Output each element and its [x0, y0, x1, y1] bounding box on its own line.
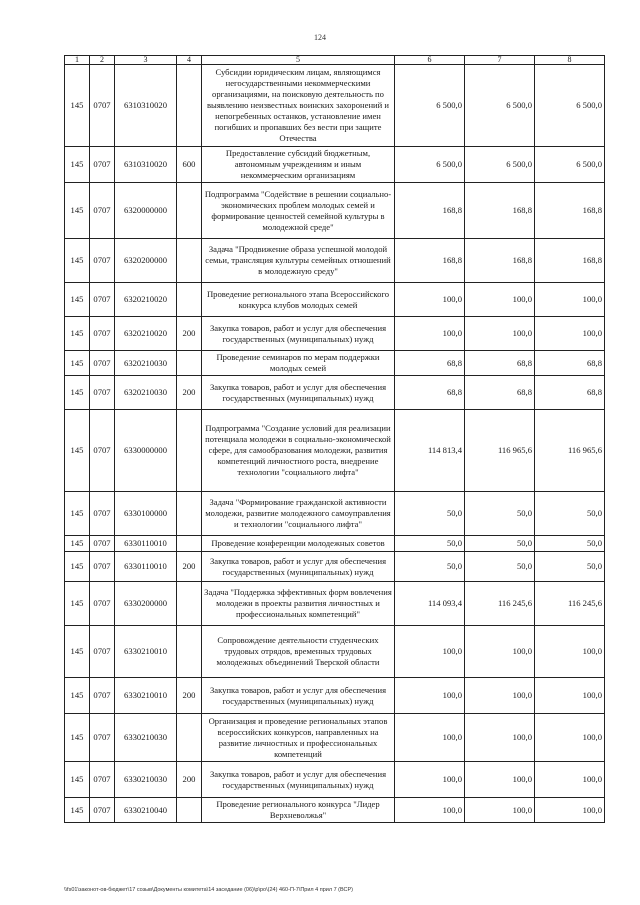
section-code-cell: 0707 [90, 147, 115, 183]
admin-code-cell: 145 [65, 798, 90, 823]
amount-year3-cell: 100,0 [535, 626, 605, 678]
expense-type-cell [177, 626, 202, 678]
amount-year2-cell: 100,0 [465, 283, 535, 317]
expense-type-cell: 200 [177, 762, 202, 798]
amount-year1-cell: 50,0 [395, 492, 465, 536]
table-row [65, 239, 605, 283]
amount-year3-cell: 50,0 [535, 492, 605, 536]
amount-year3-cell: 100,0 [535, 762, 605, 798]
header-cell-2: 2 [90, 56, 115, 65]
description-cell: Задача "Формирование гражданской активности молодежи, развитие молодежного самоуправления и технологии "социального лифта" [202, 492, 395, 536]
amount-year3-cell: 116 245,6 [535, 582, 605, 626]
admin-code-cell: 145 [65, 492, 90, 536]
amount-year3-cell: 100,0 [535, 283, 605, 317]
amount-year2-cell: 100,0 [465, 798, 535, 823]
section-code-cell: 0707 [90, 183, 115, 239]
description-cell: Задача "Продвижение образа успешной молодой семьи, трансляция культуры семейных отношений в молодежную среду" [202, 239, 395, 283]
amount-year1-cell: 100,0 [395, 626, 465, 678]
admin-code-cell: 145 [65, 376, 90, 410]
section-code-cell: 0707 [90, 283, 115, 317]
section-code-cell: 0707 [90, 678, 115, 714]
target-article-cell: 6310310020 [115, 65, 177, 147]
amount-year1-cell: 100,0 [395, 317, 465, 351]
table-row [65, 147, 605, 183]
amount-year2-cell: 168,8 [465, 239, 535, 283]
description-cell: Проведение регионального этапа Всероссийского конкурса клубов молодых семей [202, 283, 395, 317]
expense-type-cell [177, 283, 202, 317]
section-code-cell: 0707 [90, 552, 115, 582]
admin-code-cell: 145 [65, 582, 90, 626]
amount-year2-cell: 68,8 [465, 376, 535, 410]
amount-year2-cell: 168,8 [465, 183, 535, 239]
amount-year1-cell: 100,0 [395, 678, 465, 714]
target-article-cell: 6330110010 [115, 552, 177, 582]
section-code-cell: 0707 [90, 492, 115, 536]
amount-year1-cell: 100,0 [395, 283, 465, 317]
amount-year1-cell: 114 093,4 [395, 582, 465, 626]
expense-type-cell [177, 351, 202, 376]
description-cell: Задача "Поддержка эффективных форм вовлечения молодежи в проекты развития личностных и профессиональных компетенций" [202, 582, 395, 626]
amount-year2-cell: 100,0 [465, 762, 535, 798]
admin-code-cell: 145 [65, 183, 90, 239]
amount-year1-cell: 100,0 [395, 798, 465, 823]
section-code-cell: 0707 [90, 798, 115, 823]
amount-year2-cell: 50,0 [465, 536, 535, 552]
description-cell: Сопровождение деятельности студенческих трудовых отрядов, временных трудовых молодежных объединений Тверской области [202, 626, 395, 678]
expense-type-cell [177, 536, 202, 552]
section-code-cell: 0707 [90, 351, 115, 376]
header-cell-7: 7 [465, 56, 535, 65]
section-code-cell: 0707 [90, 626, 115, 678]
amount-year3-cell: 50,0 [535, 536, 605, 552]
amount-year3-cell: 168,8 [535, 183, 605, 239]
amount-year3-cell: 100,0 [535, 317, 605, 351]
table-row [65, 410, 605, 492]
section-code-cell: 0707 [90, 714, 115, 762]
table-row [65, 492, 605, 536]
admin-code-cell: 145 [65, 626, 90, 678]
table-row [65, 183, 605, 239]
expense-type-cell [177, 582, 202, 626]
table-row [65, 376, 605, 410]
description-cell: Субсидии юридическим лицам, являющимся негосударственными некоммерческими организациями, на поисковую деятельность по выявлению неизвестных воинских захоронений и непогребенных останков, установление имен погибших и пропавших без вести при защите Отечества [202, 65, 395, 147]
section-code-cell: 0707 [90, 582, 115, 626]
header-cell-6: 6 [395, 56, 465, 65]
page-number: 124 [314, 33, 326, 42]
expense-type-cell: 200 [177, 678, 202, 714]
amount-year1-cell: 168,8 [395, 239, 465, 283]
amount-year2-cell: 50,0 [465, 552, 535, 582]
section-code-cell: 0707 [90, 239, 115, 283]
expense-type-cell: 600 [177, 147, 202, 183]
amount-year2-cell: 68,8 [465, 351, 535, 376]
table-row [65, 552, 605, 582]
amount-year2-cell: 6 500,0 [465, 147, 535, 183]
expense-type-cell [177, 798, 202, 823]
table-row [65, 798, 605, 823]
target-article-cell: 6330200000 [115, 582, 177, 626]
description-cell: Подпрограмма "Создание условий для реализации потенциала молодежи в социально-экономической сфере, для самообразования молодежи, развития компетенций личностного роста, внедрение технологии "социального лифта" [202, 410, 395, 492]
table-row [65, 65, 605, 147]
amount-year3-cell: 6 500,0 [535, 147, 605, 183]
expense-type-cell [177, 239, 202, 283]
amount-year3-cell: 116 965,6 [535, 410, 605, 492]
table-row [65, 317, 605, 351]
admin-code-cell: 145 [65, 678, 90, 714]
section-code-cell: 0707 [90, 762, 115, 798]
section-code-cell: 0707 [90, 376, 115, 410]
amount-year3-cell: 6 500,0 [535, 65, 605, 147]
amount-year3-cell: 100,0 [535, 798, 605, 823]
target-article-cell: 6330210030 [115, 762, 177, 798]
amount-year3-cell: 100,0 [535, 714, 605, 762]
description-cell: Закупка товаров, работ и услуг для обеспечения государственных (муниципальных) нужд [202, 678, 395, 714]
header-cell-1: 1 [65, 56, 90, 65]
amount-year2-cell: 116 245,6 [465, 582, 535, 626]
amount-year3-cell: 100,0 [535, 678, 605, 714]
amount-year1-cell: 168,8 [395, 183, 465, 239]
amount-year2-cell: 100,0 [465, 626, 535, 678]
section-code-cell: 0707 [90, 410, 115, 492]
admin-code-cell: 145 [65, 239, 90, 283]
target-article-cell: 6330210030 [115, 714, 177, 762]
target-article-cell: 6320210030 [115, 351, 177, 376]
amount-year1-cell: 100,0 [395, 762, 465, 798]
target-article-cell: 6330110010 [115, 536, 177, 552]
admin-code-cell: 145 [65, 351, 90, 376]
table-row [65, 714, 605, 762]
target-article-cell: 6310310020 [115, 147, 177, 183]
table-row [65, 626, 605, 678]
admin-code-cell: 145 [65, 65, 90, 147]
expense-type-cell [177, 410, 202, 492]
admin-code-cell: 145 [65, 552, 90, 582]
target-article-cell: 6330000000 [115, 410, 177, 492]
target-article-cell: 6320210030 [115, 376, 177, 410]
description-cell: Закупка товаров, работ и услуг для обеспечения государственных (муниципальных) нужд [202, 762, 395, 798]
description-cell: Проведение регионального конкурса "Лидер Верхневолжья" [202, 798, 395, 823]
target-article-cell: 6320210020 [115, 283, 177, 317]
expense-type-cell [177, 183, 202, 239]
target-article-cell: 6330210010 [115, 678, 177, 714]
amount-year2-cell: 116 965,6 [465, 410, 535, 492]
amount-year3-cell: 50,0 [535, 552, 605, 582]
table-row [65, 678, 605, 714]
header-row [65, 56, 605, 65]
amount-year3-cell: 168,8 [535, 239, 605, 283]
amount-year1-cell: 50,0 [395, 536, 465, 552]
amount-year1-cell: 6 500,0 [395, 65, 465, 147]
admin-code-cell: 145 [65, 536, 90, 552]
table-row [65, 536, 605, 552]
amount-year1-cell: 50,0 [395, 552, 465, 582]
admin-code-cell: 145 [65, 317, 90, 351]
admin-code-cell: 145 [65, 762, 90, 798]
expense-type-cell [177, 714, 202, 762]
description-cell: Подпрограмма "Содействие в решении социально-экономических проблем молодых семей и формирование ценностей семейной культуры в молодежной среде" [202, 183, 395, 239]
file-path-footer: \\fs01\законот-ов-бюджет\17 созыв\Документы комитета\14 заседание (06)\р\ро\(24) 460-П-7\Прил 4 прил 7 (ВСР) [64, 887, 353, 893]
expense-type-cell: 200 [177, 552, 202, 582]
description-cell: Организация и проведение региональных этапов всероссийских конкурсов, направленных на развитие личностных и профессиональных компетенций [202, 714, 395, 762]
header-cell-3: 3 [115, 56, 177, 65]
expense-type-cell [177, 65, 202, 147]
description-cell: Закупка товаров, работ и услуг для обеспечения государственных (муниципальных) нужд [202, 317, 395, 351]
admin-code-cell: 145 [65, 410, 90, 492]
section-code-cell: 0707 [90, 65, 115, 147]
header-cell-5: 5 [202, 56, 395, 65]
expense-type-cell: 200 [177, 317, 202, 351]
admin-code-cell: 145 [65, 147, 90, 183]
amount-year2-cell: 100,0 [465, 317, 535, 351]
amount-year2-cell: 50,0 [465, 492, 535, 536]
header-cell-8: 8 [535, 56, 605, 65]
admin-code-cell: 145 [65, 714, 90, 762]
target-article-cell: 6330210040 [115, 798, 177, 823]
amount-year1-cell: 100,0 [395, 714, 465, 762]
description-cell: Проведение семинаров по мерам поддержки молодых семей [202, 351, 395, 376]
expense-type-cell: 200 [177, 376, 202, 410]
section-code-cell: 0707 [90, 536, 115, 552]
amount-year1-cell: 6 500,0 [395, 147, 465, 183]
admin-code-cell: 145 [65, 283, 90, 317]
table-row [65, 351, 605, 376]
budget-table [64, 55, 605, 823]
expense-type-cell [177, 492, 202, 536]
target-article-cell: 6320200000 [115, 239, 177, 283]
amount-year2-cell: 100,0 [465, 678, 535, 714]
table-row [65, 762, 605, 798]
target-article-cell: 6320000000 [115, 183, 177, 239]
amount-year1-cell: 68,8 [395, 351, 465, 376]
description-cell: Проведение конференции молодежных советов [202, 536, 395, 552]
amount-year3-cell: 68,8 [535, 351, 605, 376]
description-cell: Закупка товаров, работ и услуг для обеспечения государственных (муниципальных) нужд [202, 376, 395, 410]
amount-year2-cell: 100,0 [465, 714, 535, 762]
table-row [65, 283, 605, 317]
amount-year3-cell: 68,8 [535, 376, 605, 410]
target-article-cell: 6330210010 [115, 626, 177, 678]
description-cell: Предоставление субсидий бюджетным, автономным учреждениям и иным некоммерческим организациям [202, 147, 395, 183]
amount-year2-cell: 6 500,0 [465, 65, 535, 147]
amount-year1-cell: 114 813,4 [395, 410, 465, 492]
amount-year1-cell: 68,8 [395, 376, 465, 410]
target-article-cell: 6330100000 [115, 492, 177, 536]
section-code-cell: 0707 [90, 317, 115, 351]
table-row [65, 582, 605, 626]
description-cell: Закупка товаров, работ и услуг для обеспечения государственных (муниципальных) нужд [202, 552, 395, 582]
target-article-cell: 6320210020 [115, 317, 177, 351]
header-cell-4: 4 [177, 56, 202, 65]
